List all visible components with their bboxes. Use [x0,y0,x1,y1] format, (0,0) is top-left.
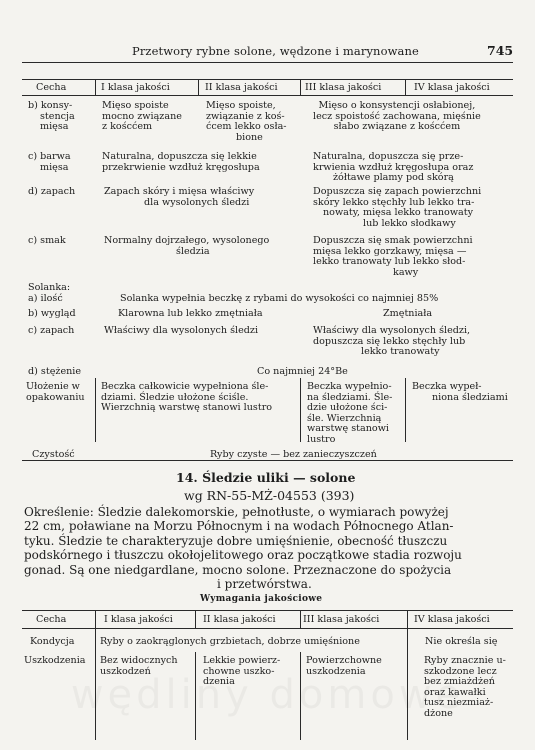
ulozenie-class-3: Beczka wypełnio- na śledziami. Śle- dzie ułożone ści- śle. Wierzchnią warstwę stanowi lustro [307,381,393,445]
kondycja-class-1-3: Ryby o zaokrąglonych grzbietach, dobrze umięśnione [100,636,360,647]
uszkodzenia-class-4: Ryby znacznie u- szkodzone lecz bez zmiażdżeń oraz kawałki tusz niezmiaż- dżone [424,655,506,719]
running-header-title: Przetwory rybne solone, wędzone i marynowane [132,44,419,58]
table1-col-class-3: III klasa jakości [305,82,382,93]
row-label-ilosc: a) ilość [28,293,63,304]
row-label-czystosc: Czystość [32,449,75,460]
solanka-heading: Solanka: [28,282,71,293]
table2-col-class-1: I klasa jakości [104,614,173,625]
ilosc-all-classes: Solanka wypełnia beczkę z rybami do wysokości co najmniej 85% [120,293,439,304]
ulozenie-class-1-2: Beczka całkowicie wypełniona śle- dziami. Śledzie ułożone ściśle. Wierzchnią warstwę stanowi lustro [101,381,273,414]
section-heading: 14. Śledzie uliki — solone [176,470,356,485]
header-rule [22,62,513,63]
zapach-class-3-4: Dopuszcza się zapach powierzchni skóry lekko stęchły lub lekko tra- nowaty, mięsa lekko tranowaty lub lekko słodkawy [313,186,482,229]
table1-header-rule [22,95,513,96]
row-label-zapach-solanki: c) zapach [28,325,75,336]
uszkodzenia-class-3: Powierzchowne uszkodzenia [306,655,382,677]
table2-col-cecha: Cecha [36,614,67,625]
requirements-title: Wymagania jakościowe [200,594,323,604]
ulozenie-class-4: Beczka wypeł- niona śledziami [412,381,508,403]
konsystencja-class-1: Mięso spoiste mocno związane z koścćem [102,100,182,133]
section-standard: wg RN-55-MŻ-04553 (393) [184,488,355,503]
row-label-zapach: d) zapach [28,186,76,197]
table2-col-class-4: IV klasa jakości [414,614,490,625]
row-label-konsystencja: b) konsy- stencja mięsa [28,100,75,133]
page-number: 745 [487,43,514,58]
kondycja-class-4: Nie określa się [425,636,498,647]
row-label-ulozenie: Ułożenie w opakowaniu [26,381,85,403]
zapach-class-1-2: Zapach skóry i mięsa właściwy dla wysolonych śledzi [104,186,255,208]
zapach-solanki-class-1-2: Właściwy dla wysolonych śledzi [104,325,259,336]
barwa-class-1-2: Naturalna, dopuszcza się lekkie przekrwienie wzdłuż kręgosłupa [102,151,260,173]
row-label-uszkodzenia: Uszkodzenia [24,655,86,666]
smak-class-1-2: Normalny dojrzałego, wysolonego śledzia [104,235,270,257]
smak-class-3-4: Dopuszcza się smak powierzchni mięsa lekko gorzkawy, mięsa — lekko tranowaty lub lekko słod- kawy [313,235,473,278]
czystosc-all-classes: Ryby czyste — bez zanieczyszczeń [210,449,377,460]
row-label-stezenie: d) stężenie [28,366,82,377]
wyglad-class-1-2: Klarowna lub lekko zmętniała [118,308,263,319]
uszkodzenia-class-2: Lekkie powierz- chowne uszko- dzenia [203,655,281,688]
table2-col-class-2: II klasa jakości [203,614,276,625]
wyglad-class-3-4: Zmętniała [383,308,433,319]
zapach-solanki-class-3-4: Właściwy dla wysolonych śledzi, dopuszcza się lekko stęchły lub lekko tranowaty [313,325,471,358]
definition-paragraph: Określenie: Śledzie dalekomorskie, pełnotłuste, o wymiarach powyżej 22 cm, poławiane na Morzu Północnym i na wodach Północnego Atlan- tyku. Śledzie te charakteryzuje dobre umięśnienie, obecność tłuszczu podskórnego i tłuszczu okołojelitowego oraz początkowe stadia rozwoju gonad. Są one niedgardlane, mocno solone. Przeznaczone do spożycia i przetwórstwa. [24,505,462,592]
row-label-kondycja: Kondycja [30,636,75,647]
table1-col-class-4: IV klasa jakości [414,82,490,93]
row-label-smak: c) smak [28,235,66,246]
row-label-barwa: c) barwa mięsa [28,151,71,173]
table1-col-class-1: I klasa jakości [101,82,170,93]
row-label-wyglad: b) wygląd [28,308,76,319]
table1-col-class-2: II klasa jakości [205,82,278,93]
table1-col-cecha: Cecha [36,82,67,93]
watermark [0,672,535,718]
table2-col-class-3: III klasa jakości [303,614,380,625]
konsystencja-class-2: Mięso spoiste, związanie z koś- ćcem lekko osła- bione [206,100,287,143]
barwa-class-3-4: Naturalna, dopuszcza się prze- krwienia wzdłuż kręgosłupa oraz żółtawe plamy pod skórą [313,151,474,184]
uszkodzenia-class-1: Bez widocznych uszkodzeń [100,655,178,677]
konsystencja-class-3-4: Mięso o konsystencji osłabionej, lecz spoistość zachowana, mięśnie słabo związane z koścćem [313,100,481,133]
stezenie-all-classes: Co najmniej 24°Be [257,366,348,377]
